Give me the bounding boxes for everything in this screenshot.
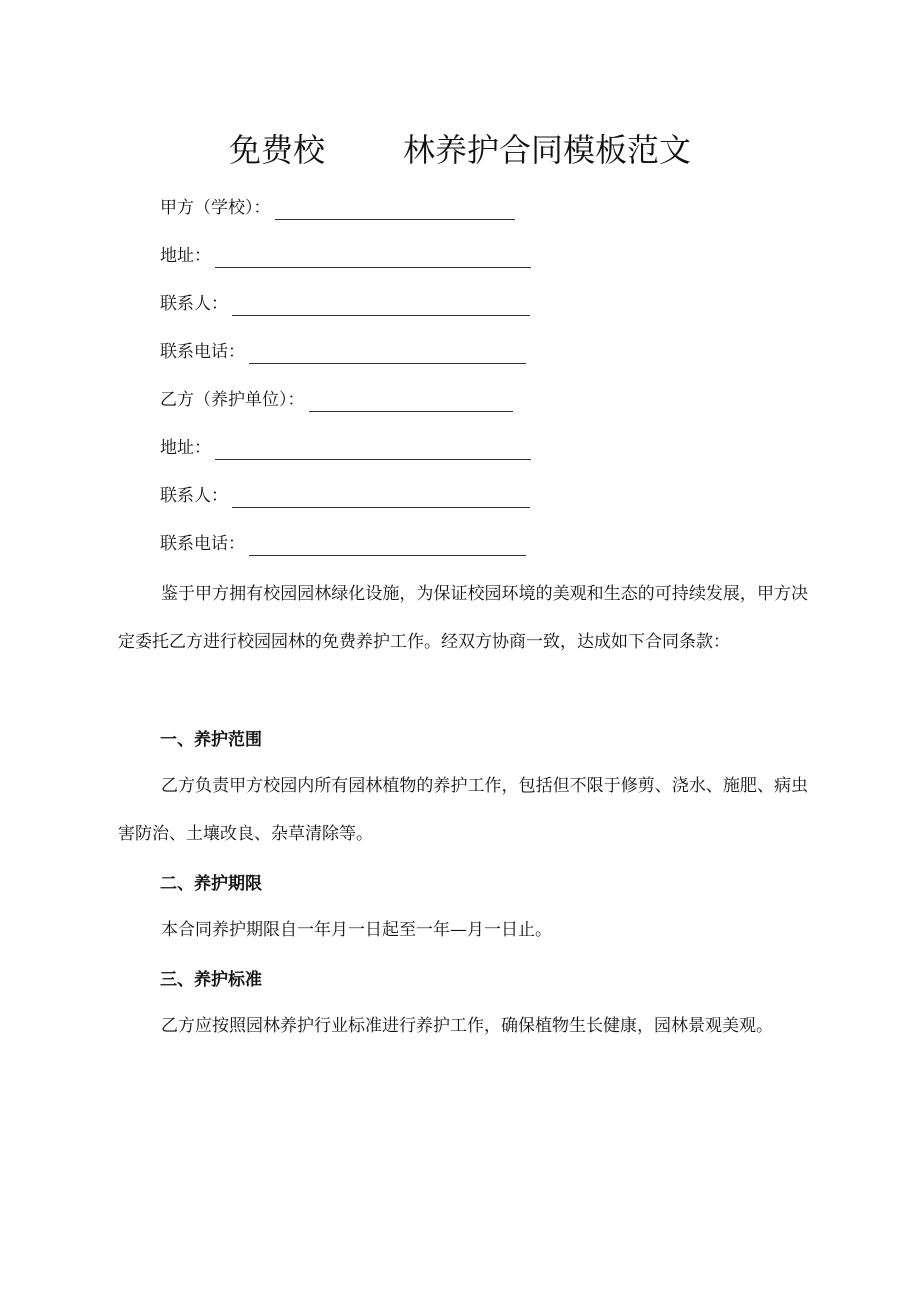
party-b-name-blank[interactable] [309, 393, 513, 412]
party-b-address-label: 地址： [160, 438, 211, 458]
party-a-address-field [160, 240, 531, 268]
party-a-contact-blank[interactable] [232, 297, 530, 316]
party-a-phone-blank[interactable] [249, 345, 526, 364]
party-a-name-blank[interactable] [275, 201, 515, 220]
party-a-phone-label: 联系电话： [160, 342, 245, 362]
party-b-phone-blank[interactable] [249, 537, 526, 556]
party-b-phone-label: 联系电话： [160, 534, 245, 554]
party-b-name-label: 乙方（养护单位）： [160, 390, 305, 410]
party-a-contact-field [160, 288, 530, 316]
party-a-contact-label: 联系人： [160, 294, 228, 314]
party-b-name-field [160, 384, 513, 412]
title-part-2: 林养护合同模板范文 [403, 131, 692, 169]
section-1-heading: 一、养护范围 [160, 730, 262, 750]
party-a-name-label: 甲方（学校）： [160, 198, 271, 218]
section-2-heading: 二、养护期限 [160, 874, 262, 894]
section-2-body: 本合同养护期限自一年月一日起至一年—月一日止。 [161, 920, 552, 940]
section-3-body: 乙方应按照园林养护行业标准进行养护工作，确保植物生长健康，园林景观美观。 [161, 1016, 773, 1036]
party-a-address-blank[interactable] [215, 249, 531, 268]
party-b-address-blank[interactable] [215, 441, 531, 460]
title-part-1: 免费校 [228, 131, 325, 169]
intro-paragraph: 鉴于甲方拥有校园园林绿化设施，为保证校园环境的美观和生态的可持续发展，甲方决定委托乙方进行校园园林的免费养护工作。经双方协商一致，达成如下合同条款： [118, 584, 808, 652]
party-a-address-label: 地址： [160, 246, 211, 266]
party-b-contact-field [160, 480, 530, 508]
section-1-body: 乙方负责甲方校园内所有园林植物的养护工作，包括但不限于修剪、浇水、施肥、病虫害防治、土壤改良、杂草清除等。 [118, 776, 808, 844]
party-b-address-field [160, 432, 531, 460]
party-a-name-field [160, 192, 515, 220]
document-title [0, 126, 920, 174]
party-b-contact-label: 联系人： [160, 486, 228, 506]
section-3-heading: 三、养护标准 [160, 970, 262, 990]
party-a-phone-field [160, 336, 526, 364]
party-b-phone-field [160, 528, 526, 556]
party-b-contact-blank[interactable] [232, 489, 530, 508]
